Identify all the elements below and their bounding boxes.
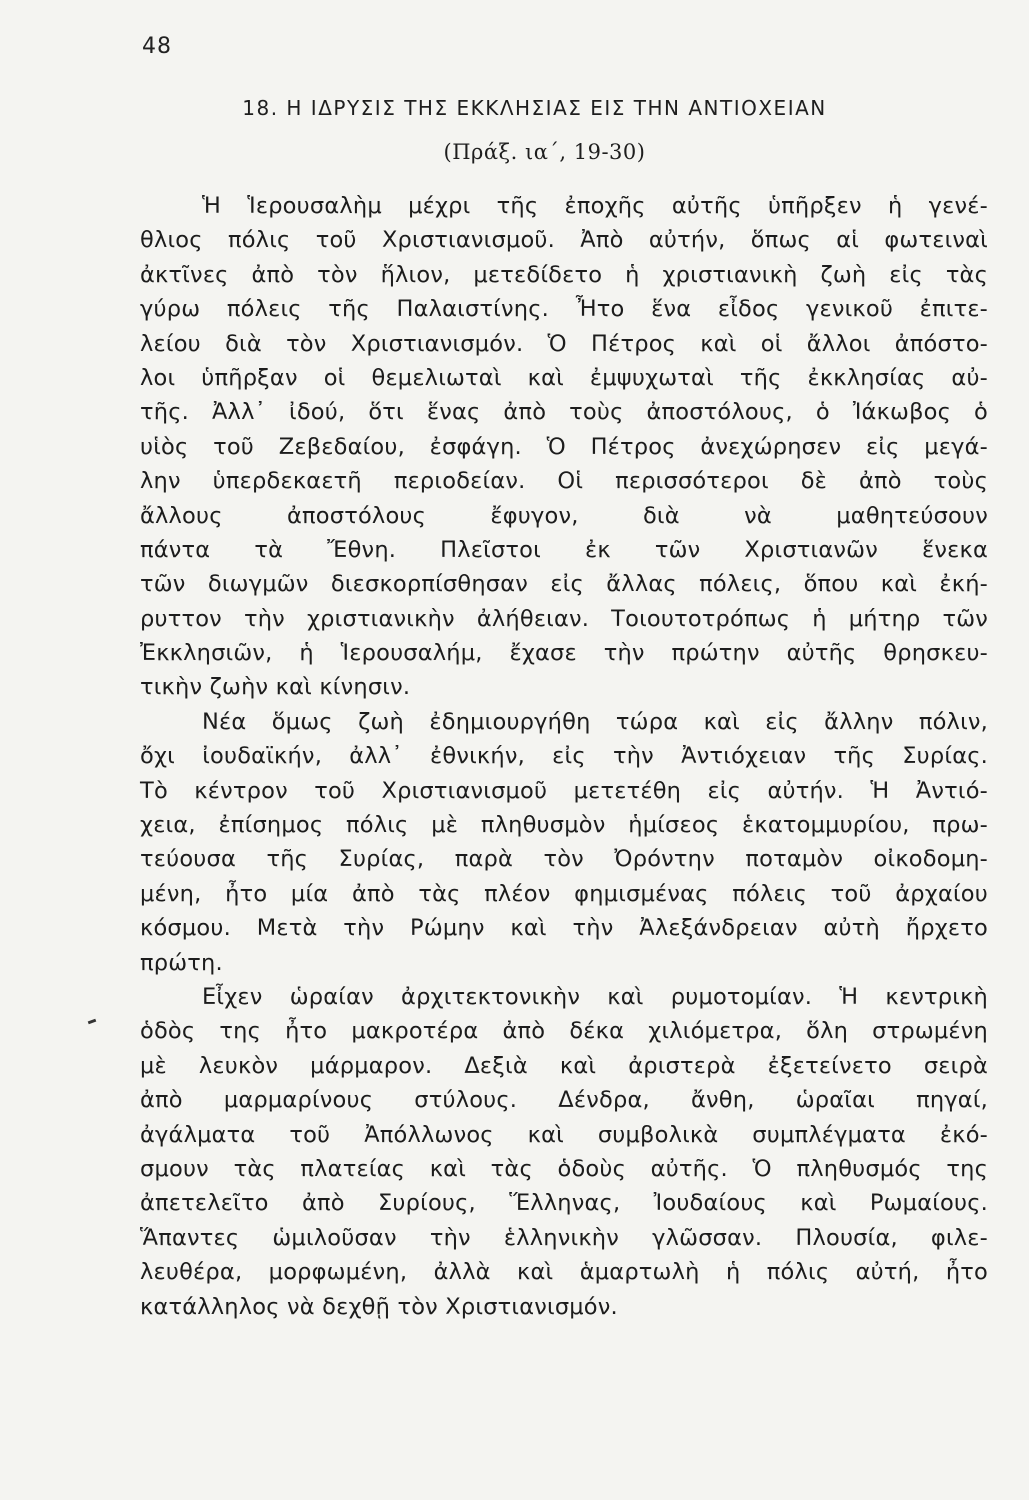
text-line: γύρω πόλεις τῆς Παλαιστίνης. Ἦτο ἕνα εἶδος γενικοῦ ἐπιτε- [140,296,988,323]
text-line: τικὴν ζωὴν καὶ κίνησιν. [140,674,411,701]
text-line: ἄλλους ἀποστόλους ἔφυγον, διὰ νὰ μαθητεύσουν [140,502,988,529]
text-line: πρώτη. [140,949,223,976]
text-line: λοι ὑπῆρξαν οἱ θεμελιωταὶ καὶ ἐμψυχωταὶ τῆς ἐκκλησίας αὐ- [140,364,988,391]
margin-mark [88,1019,97,1025]
text-line: τῆς. Ἀλλ᾿ ἰδού, ὅτι ἕνας ἀπὸ τοὺς ἀποστόλους, ὁ Ἰάκωβος ὁ [140,399,988,426]
paragraph [140,189,988,705]
text-line: Νέα ὅμως ζωὴ ἐδημιουργήθη τώρα καὶ εἰς ἄλλην πόλιν, [202,708,988,735]
chapter-title: 18. Η ΙΔΡΥΣΙΣ ΤΗΣ ΕΚΚΛΗΣΙΑΣ ΕΙΣ ΤΗΝ ΑΝΤΙΟΧΕΙΑΝ [242,96,827,120]
chapter-reference: (Πράξ. ια΄, 19-30) [443,140,646,164]
text-line: υἱὸς τοῦ Ζεβεδαίου, ἐσφάγη. Ὁ Πέτρος ἀνεχώρησεν εἰς μεγά- [140,433,988,460]
text-line: κατάλληλος νὰ δεχθῇ τὸν Χριστιανισμόν. [140,1293,618,1320]
text-line: ἀπετελεῖτο ἀπὸ Συρίους, Ἕλληνας, Ἰουδαίους καὶ Ρωμαίους. [140,1190,988,1217]
text-line: τεύουσα τῆς Συρίας, παρὰ τὸν Ὀρόντην ποταμὸν οἰκοδομη- [140,846,988,873]
body-text [140,189,988,1324]
text-line: ἀπὸ μαρμαρίνους στύλους. Δένδρα, ἄνθη, ὡραῖαι πηγαί, [140,1087,988,1114]
text-line: μένη, ἦτο μία ἀπὸ τὰς πλέον φημισμένας πόλεις τοῦ ἀρχαίου [140,880,988,907]
page-number: 48 [142,34,172,59]
text-line: χεια, ἐπίσημος πόλις μὲ πληθυσμὸν ἡμίσεος ἑκατομμυρίου, πρω- [140,812,988,839]
text-line: ρυττον τὴν χριστιανικὴν ἀλήθειαν. Τοιουτοτρόπως ἡ μήτηρ τῶν [140,605,988,632]
text-line: ὄχι ἰουδαϊκήν, ἀλλ᾿ ἐθνικήν, εἰς τὴν Ἀντιόχειαν τῆς Συρίας. [140,743,988,770]
text-line: πάντα τὰ Ἔθνη. Πλεῖστοι ἐκ τῶν Χριστιανῶν ἕνεκα [140,536,988,563]
paragraph [140,705,988,980]
paragraph [140,980,988,1324]
text-line: Τὸ κέντρον τοῦ Χριστιανισμοῦ μετετέθη εἰς αὐτήν. Ἡ Ἀντιό- [140,777,988,804]
text-line: τῶν διωγμῶν διεσκορπίσθησαν εἰς ἄλλας πόλεις, ὅπου καὶ ἐκή- [140,571,988,598]
text-line: λείου διὰ τὸν Χριστιανισμόν. Ὁ Πέτρος καὶ οἱ ἄλλοι ἀπόστο- [140,330,988,357]
text-line: λην ὑπερδεκαετῆ περιοδείαν. Οἱ περισσότεροι δὲ ἀπὸ τοὺς [140,468,988,495]
text-line: Εἶχεν ὡραίαν ἀρχιτεκτονικὴν καὶ ρυμοτομίαν. Ἡ κεντρικὴ [202,983,988,1010]
text-line: Ἅπαντες ὡμιλοῦσαν τὴν ἑλληνικὴν γλῶσσαν. Πλουσία, φιλε- [140,1224,988,1251]
text-line: Ἐκκλησιῶν, ἡ Ἱερουσαλήμ, ἔχασε τὴν πρώτην αὐτῆς θρησκευ- [140,640,988,667]
text-line: σμουν τὰς πλατείας καὶ τὰς ὁδοὺς αὐτῆς. Ὁ πληθυσμός της [140,1155,988,1182]
text-line: Ἡ Ἱερουσαλὴμ μέχρι τῆς ἐποχῆς αὐτῆς ὑπῆρξεν ἡ γενέ- [202,193,988,219]
text-line: κόσμου. Μετὰ τὴν Ρώμην καὶ τὴν Ἀλεξάνδρειαν αὐτὴ ἤρχετο [140,915,988,942]
text-line: ἀκτῖνες ἀπὸ τὸν ἥλιον, μετεδίδετο ἡ χριστιανικὴ ζωὴ εἰς τὰς [140,261,988,288]
text-line: μὲ λευκὸν μάρμαρον. Δεξιὰ καὶ ἀριστερὰ ἐξετείνετο σειρὰ [140,1052,988,1079]
text-line: θλιος πόλις τοῦ Χριστιανισμοῦ. Ἀπὸ αὐτήν, ὅπως αἱ φωτειναὶ [140,227,988,254]
text-line: ἀγάλματα τοῦ Ἀπόλλωνος καὶ συμβολικὰ συμπλέγματα ἐκό- [140,1121,988,1148]
text-line: λευθέρα, μορφωμένη, ἀλλὰ καὶ ἁμαρτωλὴ ἡ πόλις αὐτή, ἦτο [140,1259,988,1286]
text-line: ὁδὸς της ἦτο μακροτέρα ἀπὸ δέκα χιλιόμετρα, ὅλη στρωμένη [140,1018,988,1045]
